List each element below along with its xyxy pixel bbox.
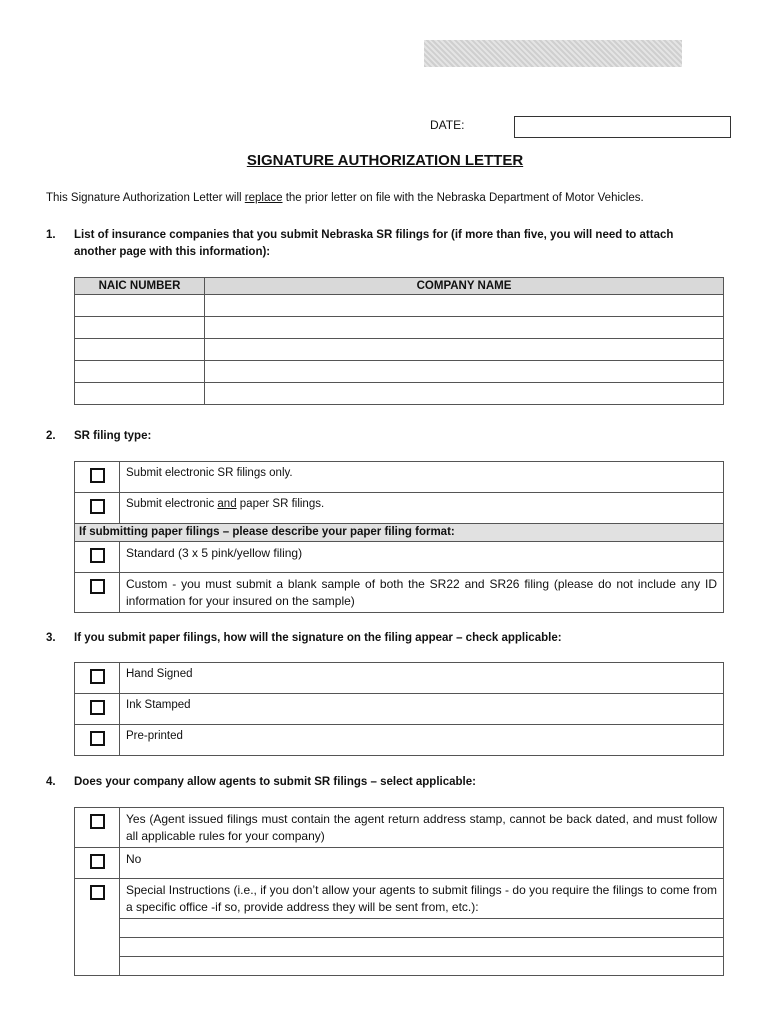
question-4-text: Does your company allow agents to submit SR filings – select applicable: — [74, 776, 476, 788]
checkbox-cell — [75, 808, 120, 848]
question-3-text: If you submit paper filings, how will the signature on the filing appear – check applicable: — [74, 632, 562, 644]
checkbox-cell — [75, 663, 120, 694]
question-1-number: 1. — [46, 229, 56, 241]
question-3-number: 3. — [46, 632, 56, 644]
naic-cell[interactable] — [75, 339, 205, 361]
checkbox-ink-stamped[interactable] — [90, 700, 105, 715]
date-label: DATE: — [430, 118, 465, 132]
checkbox-special-instructions[interactable] — [90, 885, 105, 900]
checkbox-standard[interactable] — [90, 548, 105, 563]
option-custom: Custom - you must submit a blank sample of both the SR22 and SR26 filing (please do not include any ID information for your insured on the sample) — [120, 573, 724, 613]
checkbox-cell — [75, 493, 120, 524]
checkbox-cell — [75, 542, 120, 573]
checkbox-cell — [75, 725, 120, 756]
special-instructions-line[interactable] — [120, 957, 724, 976]
company-cell[interactable] — [205, 339, 724, 361]
question-4-number: 4. — [46, 776, 56, 788]
checkbox-yes[interactable] — [90, 814, 105, 829]
paper-format-heading: If submitting paper filings – please describe your paper filing format: — [75, 524, 724, 542]
checkbox-electronic-and-paper[interactable] — [90, 499, 105, 514]
special-instructions-line[interactable] — [120, 938, 724, 957]
redacted-header-block — [424, 40, 682, 67]
checkbox-pre-printed[interactable] — [90, 731, 105, 746]
naic-cell[interactable] — [75, 317, 205, 339]
page-title: SIGNATURE AUTHORIZATION LETTER — [246, 152, 524, 169]
naic-company-table — [74, 277, 724, 405]
question-1-text: List of insurance companies that you submit Nebraska SR filings for (if more than five, you will need to attach another page with this information): — [74, 229, 674, 258]
table-row — [75, 317, 724, 339]
column-header-naic: NAIC NUMBER — [75, 278, 205, 295]
option-ink-stamped: Ink Stamped — [120, 694, 724, 725]
signature-appearance-table — [74, 662, 724, 756]
option-pre-printed: Pre-printed — [120, 725, 724, 756]
opt2-emphasis: and — [217, 498, 237, 510]
company-cell[interactable] — [205, 317, 724, 339]
naic-cell[interactable] — [75, 361, 205, 383]
naic-cell[interactable] — [75, 295, 205, 317]
intro-emphasis: replace — [244, 192, 283, 204]
checkbox-cell — [75, 462, 120, 493]
table-row — [75, 361, 724, 383]
naic-cell[interactable] — [75, 383, 205, 405]
table-row — [75, 339, 724, 361]
option-standard: Standard (3 x 5 pink/yellow filing) — [120, 542, 724, 573]
intro-after: the prior letter on file with the Nebraska Department of Motor Vehicles. — [282, 192, 644, 204]
option-yes: Yes (Agent issued filings must contain the agent return address stamp, cannot be back dated, and must follow all applicable rules for your company) — [120, 808, 724, 848]
checkbox-cell — [75, 848, 120, 879]
opt2-before: Submit electronic — [126, 498, 218, 510]
table-row — [75, 383, 724, 405]
checkbox-cell — [75, 879, 120, 976]
opt2-after: paper SR filings. — [236, 498, 325, 510]
option-electronic-only: Submit electronic SR filings only. — [120, 462, 724, 493]
checkbox-hand-signed[interactable] — [90, 669, 105, 684]
question-2-number: 2. — [46, 430, 56, 442]
checkbox-cell — [75, 573, 120, 613]
option-special-instructions: Special Instructions (i.e., if you don’t allow your agents to submit filings - do you require the filings to come from a specific office -if so, provide address they will be sent from, etc.): — [120, 879, 724, 919]
date-field[interactable] — [514, 116, 731, 138]
option-hand-signed: Hand Signed — [120, 663, 724, 694]
column-header-company: COMPANY NAME — [205, 278, 724, 295]
intro-before: This Signature Authorization Letter will — [46, 192, 245, 204]
checkbox-cell — [75, 694, 120, 725]
sr-filing-type-table — [74, 461, 724, 613]
special-instructions-line[interactable] — [120, 919, 724, 938]
option-electronic-and-paper — [120, 493, 724, 524]
checkbox-custom[interactable] — [90, 579, 105, 594]
intro-paragraph — [46, 192, 644, 204]
question-2-text: SR filing type: — [74, 430, 152, 442]
company-cell[interactable] — [205, 361, 724, 383]
option-no: No — [120, 848, 724, 879]
agent-filings-table — [74, 807, 724, 976]
table-row — [75, 295, 724, 317]
company-cell[interactable] — [205, 295, 724, 317]
company-cell[interactable] — [205, 383, 724, 405]
checkbox-electronic-only[interactable] — [90, 468, 105, 483]
checkbox-no[interactable] — [90, 854, 105, 869]
